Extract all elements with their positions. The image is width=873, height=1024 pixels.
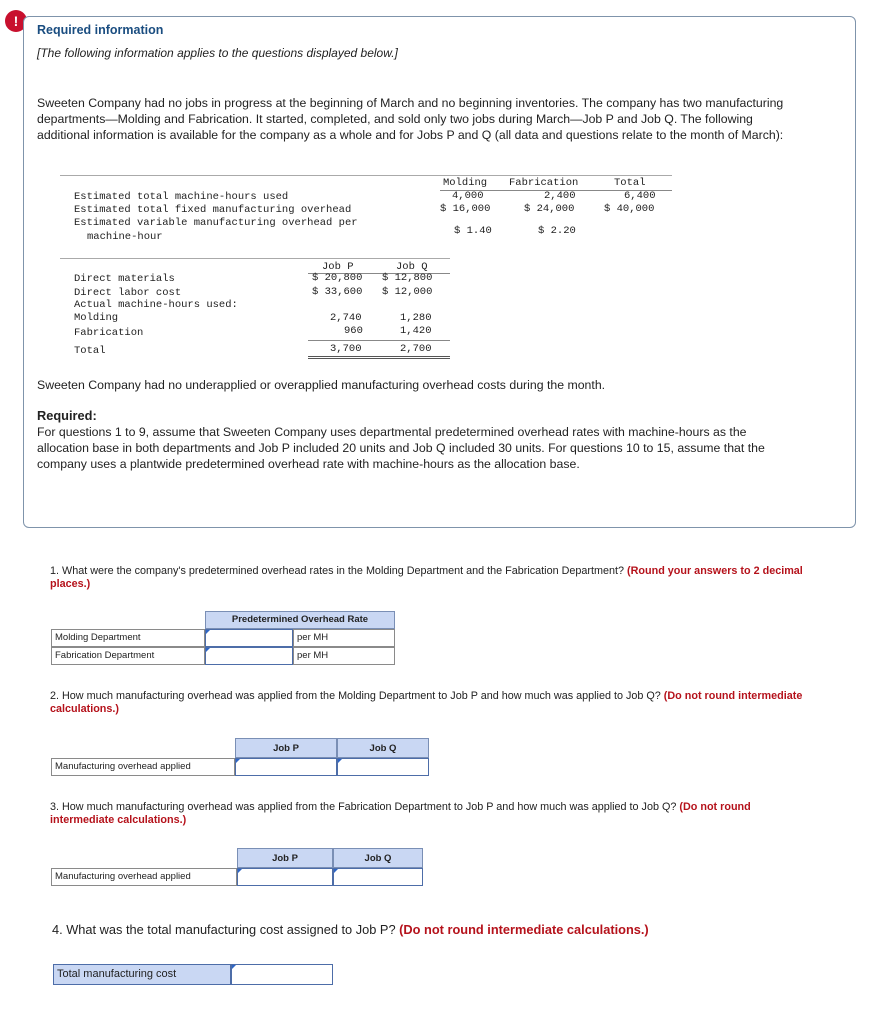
question-4-text: 4. What was the total manufacturing cost assigned to Job P? (Do not round intermediate calculations.) [52, 922, 649, 937]
job-row-label: Fabrication [74, 327, 144, 339]
input-flag-icon [338, 759, 342, 763]
q1-molding-rate-input[interactable] [205, 629, 293, 647]
q2-header-job-p: Job P [235, 738, 337, 758]
job-row-label: Actual machine-hours used: [74, 299, 238, 311]
intro-paragraph: Sweeten Company had no jobs in progress at the beginning of March and no beginning inventories. The company has two manufacturing departments—Molding and Fabrication. It started, completed, and sold only two jobs during March—Job P and Job Q. The following additional information is available for the company as a whole and for Jobs P and Q (all data and questions relate to the month of March): [37, 96, 784, 142]
q2-row-label: Manufacturing overhead applied [51, 758, 235, 776]
required-information-title: Required information [37, 23, 164, 37]
dept-cell: $ 24,000 [524, 203, 575, 215]
dept-cell: $ 40,000 [604, 203, 655, 215]
dept-header-fabrication: Fabrication [509, 177, 579, 189]
dept-cell: $ 1.40 [454, 225, 492, 237]
question-1-text: 1. What were the company's predetermined overhead rates in the Molding Department and the Fabrication Department? (Round your answers to 2 decimal places.) [50, 565, 803, 590]
dept-row-label-cont: machine-hour [87, 231, 163, 243]
dept-cell: $ 2.20 [538, 225, 576, 237]
q1-unit-fabrication: per MH [293, 647, 395, 665]
dept-cell: 2,400 [544, 190, 576, 202]
q3-header-job-q: Job Q [333, 848, 423, 868]
job-cell: 960 [344, 325, 363, 337]
q2-job-q-input[interactable] [337, 758, 429, 776]
input-flag-icon [236, 759, 240, 763]
job-header-p: Job P [322, 261, 354, 273]
dept-row-label: Estimated total fixed manufacturing overhead [74, 204, 352, 216]
job-cell: 1,420 [400, 325, 432, 337]
alert-icon: ! [5, 10, 27, 32]
job-header-q: Job Q [396, 261, 428, 273]
question-3-text: 3. How much manufacturing overhead was applied from the Fabrication Department to Job P and how much was applied to Job Q? (Do not round intermediate calculations.) [50, 801, 751, 826]
input-flag-icon [334, 869, 338, 873]
question-2-text: 2. How much manufacturing overhead was applied from the Molding Department to Job P and how much was applied to Job Q? (Do not round intermediate calculations.) [50, 690, 803, 715]
q1-header: Predetermined Overhead Rate [205, 611, 395, 629]
dept-header-total: Total [614, 177, 646, 189]
overhead-note: Sweeten Company had no underapplied or overapplied manufacturing overhead costs during the month. [37, 378, 606, 392]
required-information-subtitle: [The following information applies to the questions displayed below.] [37, 46, 398, 60]
required-label: Required: [37, 408, 97, 423]
dept-cell: 4,000 [452, 190, 484, 202]
job-row-label: Direct materials [74, 273, 175, 285]
required-text: For questions 1 to 9, assume that Sweeten Company uses departmental predetermined overhead rates with machine-hours as the allocation base in both departments and Job P included 20 units and Job Q included 30 units. For questions 10 to 15, assume that the company uses a plantwide predetermined overhead rate with machine-hours as the allocation base. [37, 425, 765, 471]
q3-row-label: Manufacturing overhead applied [51, 868, 237, 886]
q3-job-q-input[interactable] [333, 868, 423, 886]
job-cell: 2,740 [330, 312, 362, 324]
job-cell: $ 12,800 [382, 272, 433, 284]
q2-header-job-q: Job Q [337, 738, 429, 758]
q1-fabrication-rate-input[interactable] [205, 647, 293, 665]
job-row-label: Molding [74, 312, 119, 324]
dept-row-label: Estimated total machine-hours used [74, 191, 289, 203]
q1-unit-molding: per MH [293, 629, 395, 647]
q1-row-label-fabrication: Fabrication Department [51, 647, 205, 665]
q2-job-p-input[interactable] [235, 758, 337, 776]
q1-row-label-molding: Molding Department [51, 629, 205, 647]
job-cell: 1,280 [400, 312, 432, 324]
dept-cell: $ 16,000 [440, 203, 491, 215]
input-flag-icon [232, 965, 236, 969]
job-row-label: Direct labor cost [74, 287, 182, 299]
dept-cell: 6,400 [624, 190, 656, 202]
q3-header-job-p: Job P [237, 848, 333, 868]
q4-total-cost-input[interactable] [231, 964, 333, 985]
input-flag-icon [238, 869, 242, 873]
job-cell: 2,700 [400, 343, 432, 355]
dept-row-label: Estimated variable manufacturing overhead per [74, 217, 358, 229]
job-row-label: Total [74, 345, 106, 357]
input-flag-icon [206, 630, 210, 634]
job-cell: $ 20,800 [312, 272, 363, 284]
job-cell: $ 12,000 [382, 286, 433, 298]
dept-header-molding: Molding [443, 177, 488, 189]
q4-row-label: Total manufacturing cost [53, 964, 231, 985]
input-flag-icon [206, 648, 210, 652]
job-cell: $ 33,600 [312, 286, 363, 298]
q3-job-p-input[interactable] [237, 868, 333, 886]
job-cell: 3,700 [330, 343, 362, 355]
